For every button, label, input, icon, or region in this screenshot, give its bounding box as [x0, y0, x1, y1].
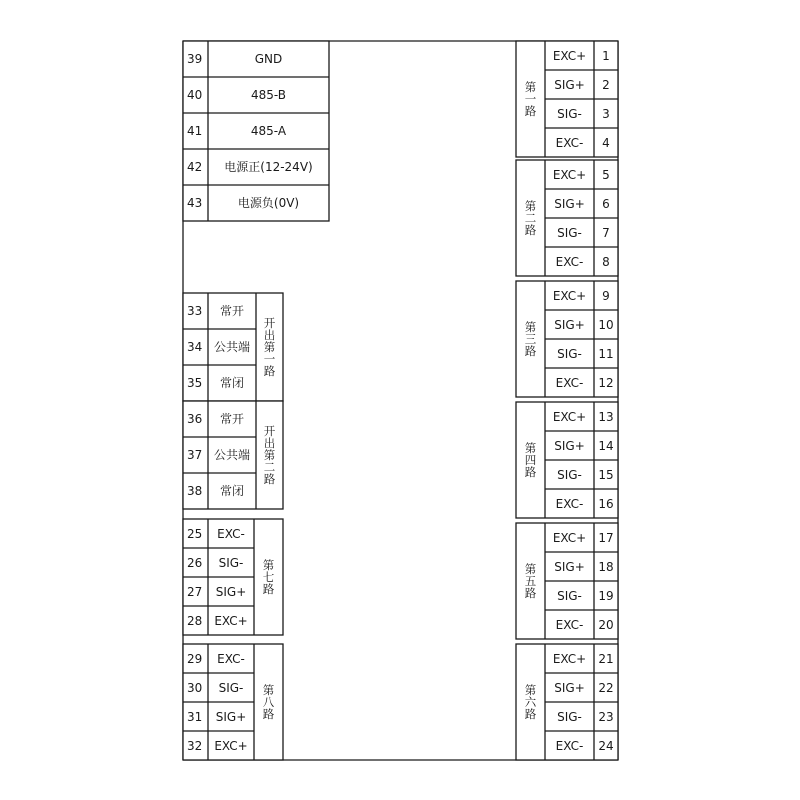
terminal-label: 电源正(12-24V)	[224, 160, 313, 174]
terminal-number: 21	[598, 652, 614, 666]
terminal-label: EXC-	[217, 652, 245, 666]
terminal-label: EXC-	[555, 739, 584, 753]
terminal-label: SIG-	[218, 556, 244, 570]
terminal-label: GND	[254, 52, 283, 66]
terminal-label: SIG+	[554, 560, 585, 574]
terminal-label: 公共端	[213, 340, 251, 354]
terminal-label: SIG-	[557, 107, 582, 121]
terminal-label: EXC+	[552, 289, 587, 303]
terminal-number: 24	[598, 739, 614, 753]
terminal-number: 22	[598, 681, 614, 695]
right-channel-name: 第六路	[524, 682, 537, 722]
terminal-number: 40	[187, 88, 203, 102]
terminal-label: SIG+	[215, 710, 247, 724]
terminal-label: EXC-	[555, 255, 584, 269]
terminal-number: 4	[602, 136, 610, 150]
terminal-number: 25	[187, 527, 203, 541]
terminal-number: 28	[187, 614, 203, 628]
terminal-number: 35	[187, 376, 203, 390]
terminal-label: 电源负(0V)	[237, 196, 300, 210]
terminal-number: 1	[602, 49, 610, 63]
terminal-number: 30	[187, 681, 203, 695]
terminal-number: 11	[598, 347, 614, 361]
relay-group-name: 开出第二路	[263, 423, 276, 487]
terminal-number: 12	[598, 376, 614, 390]
right-channel-name: 第四路	[524, 440, 537, 480]
terminal-label: 常开	[219, 304, 245, 318]
terminal-label: EXC+	[552, 410, 587, 424]
terminal-label: EXC+	[214, 739, 248, 753]
terminal-label: 485-A	[250, 124, 287, 138]
terminal-label: EXC+	[552, 652, 587, 666]
terminal-label: 常开	[219, 412, 245, 426]
terminal-label: SIG-	[557, 710, 582, 724]
left-channel-name: 第七路	[262, 557, 275, 597]
terminal-number: 33	[187, 304, 203, 318]
terminal-number: 14	[598, 439, 614, 453]
relay-group-name: 开出第一路	[263, 315, 276, 379]
terminal-label: EXC-	[555, 376, 584, 390]
terminal-number: 38	[187, 484, 203, 498]
right-channel-name: 第三路	[524, 319, 537, 359]
right-channel-name: 第二路	[524, 198, 537, 238]
terminal-label: EXC+	[552, 49, 587, 63]
terminal-label: SIG+	[554, 439, 585, 453]
terminal-number: 7	[602, 226, 610, 240]
terminal-number: 26	[187, 556, 203, 570]
terminal-number: 15	[598, 468, 614, 482]
terminal-number: 19	[598, 589, 614, 603]
terminal-label: 常闭	[219, 484, 245, 498]
terminal-number: 37	[187, 448, 203, 462]
terminal-label: EXC-	[217, 527, 245, 541]
terminal-number: 13	[598, 410, 614, 424]
terminal-number: 27	[187, 585, 203, 599]
terminal-number: 32	[187, 739, 203, 753]
terminal-number: 39	[187, 52, 203, 66]
terminal-number: 41	[187, 124, 203, 138]
terminal-label: 公共端	[213, 448, 251, 462]
terminal-label: 常闭	[219, 376, 245, 390]
terminal-label: EXC-	[555, 618, 584, 632]
terminal-label: SIG+	[554, 78, 585, 92]
terminal-number: 23	[598, 710, 614, 724]
terminal-label: EXC+	[552, 168, 587, 182]
terminal-number: 34	[187, 340, 203, 354]
terminal-label: EXC+	[214, 614, 248, 628]
terminal-label: SIG+	[215, 585, 247, 599]
terminal-label: SIG-	[557, 347, 582, 361]
terminal-number: 18	[598, 560, 614, 574]
terminal-number: 6	[602, 197, 610, 211]
terminal-number: 2	[602, 78, 610, 92]
terminal-number: 8	[602, 255, 610, 269]
terminal-label: EXC-	[555, 497, 584, 511]
terminal-label: 485-B	[250, 88, 287, 102]
terminal-label: EXC-	[555, 136, 584, 150]
left-channel-name: 第八路	[262, 682, 275, 722]
terminal-number: 43	[187, 196, 203, 210]
terminal-number: 20	[598, 618, 614, 632]
terminal-label: SIG+	[554, 681, 585, 695]
terminal-number: 42	[187, 160, 203, 174]
terminal-number: 16	[598, 497, 614, 511]
terminal-number: 3	[602, 107, 610, 121]
terminal-label: SIG+	[554, 318, 585, 332]
terminal-number: 17	[598, 531, 614, 545]
terminal-label: EXC+	[552, 531, 587, 545]
right-channel-name: 第一路	[524, 79, 537, 119]
terminal-label: SIG-	[557, 226, 582, 240]
terminal-number: 31	[187, 710, 203, 724]
terminal-label: SIG-	[557, 468, 582, 482]
terminal-number: 5	[602, 168, 610, 182]
right-channel-name: 第五路	[524, 561, 537, 601]
terminal-number: 10	[598, 318, 614, 332]
terminal-number: 36	[187, 412, 203, 426]
terminal-number: 9	[602, 289, 610, 303]
terminal-label: SIG-	[557, 589, 582, 603]
terminal-number: 29	[187, 652, 203, 666]
terminal-label: SIG+	[554, 197, 585, 211]
terminal-label: SIG-	[218, 681, 244, 695]
